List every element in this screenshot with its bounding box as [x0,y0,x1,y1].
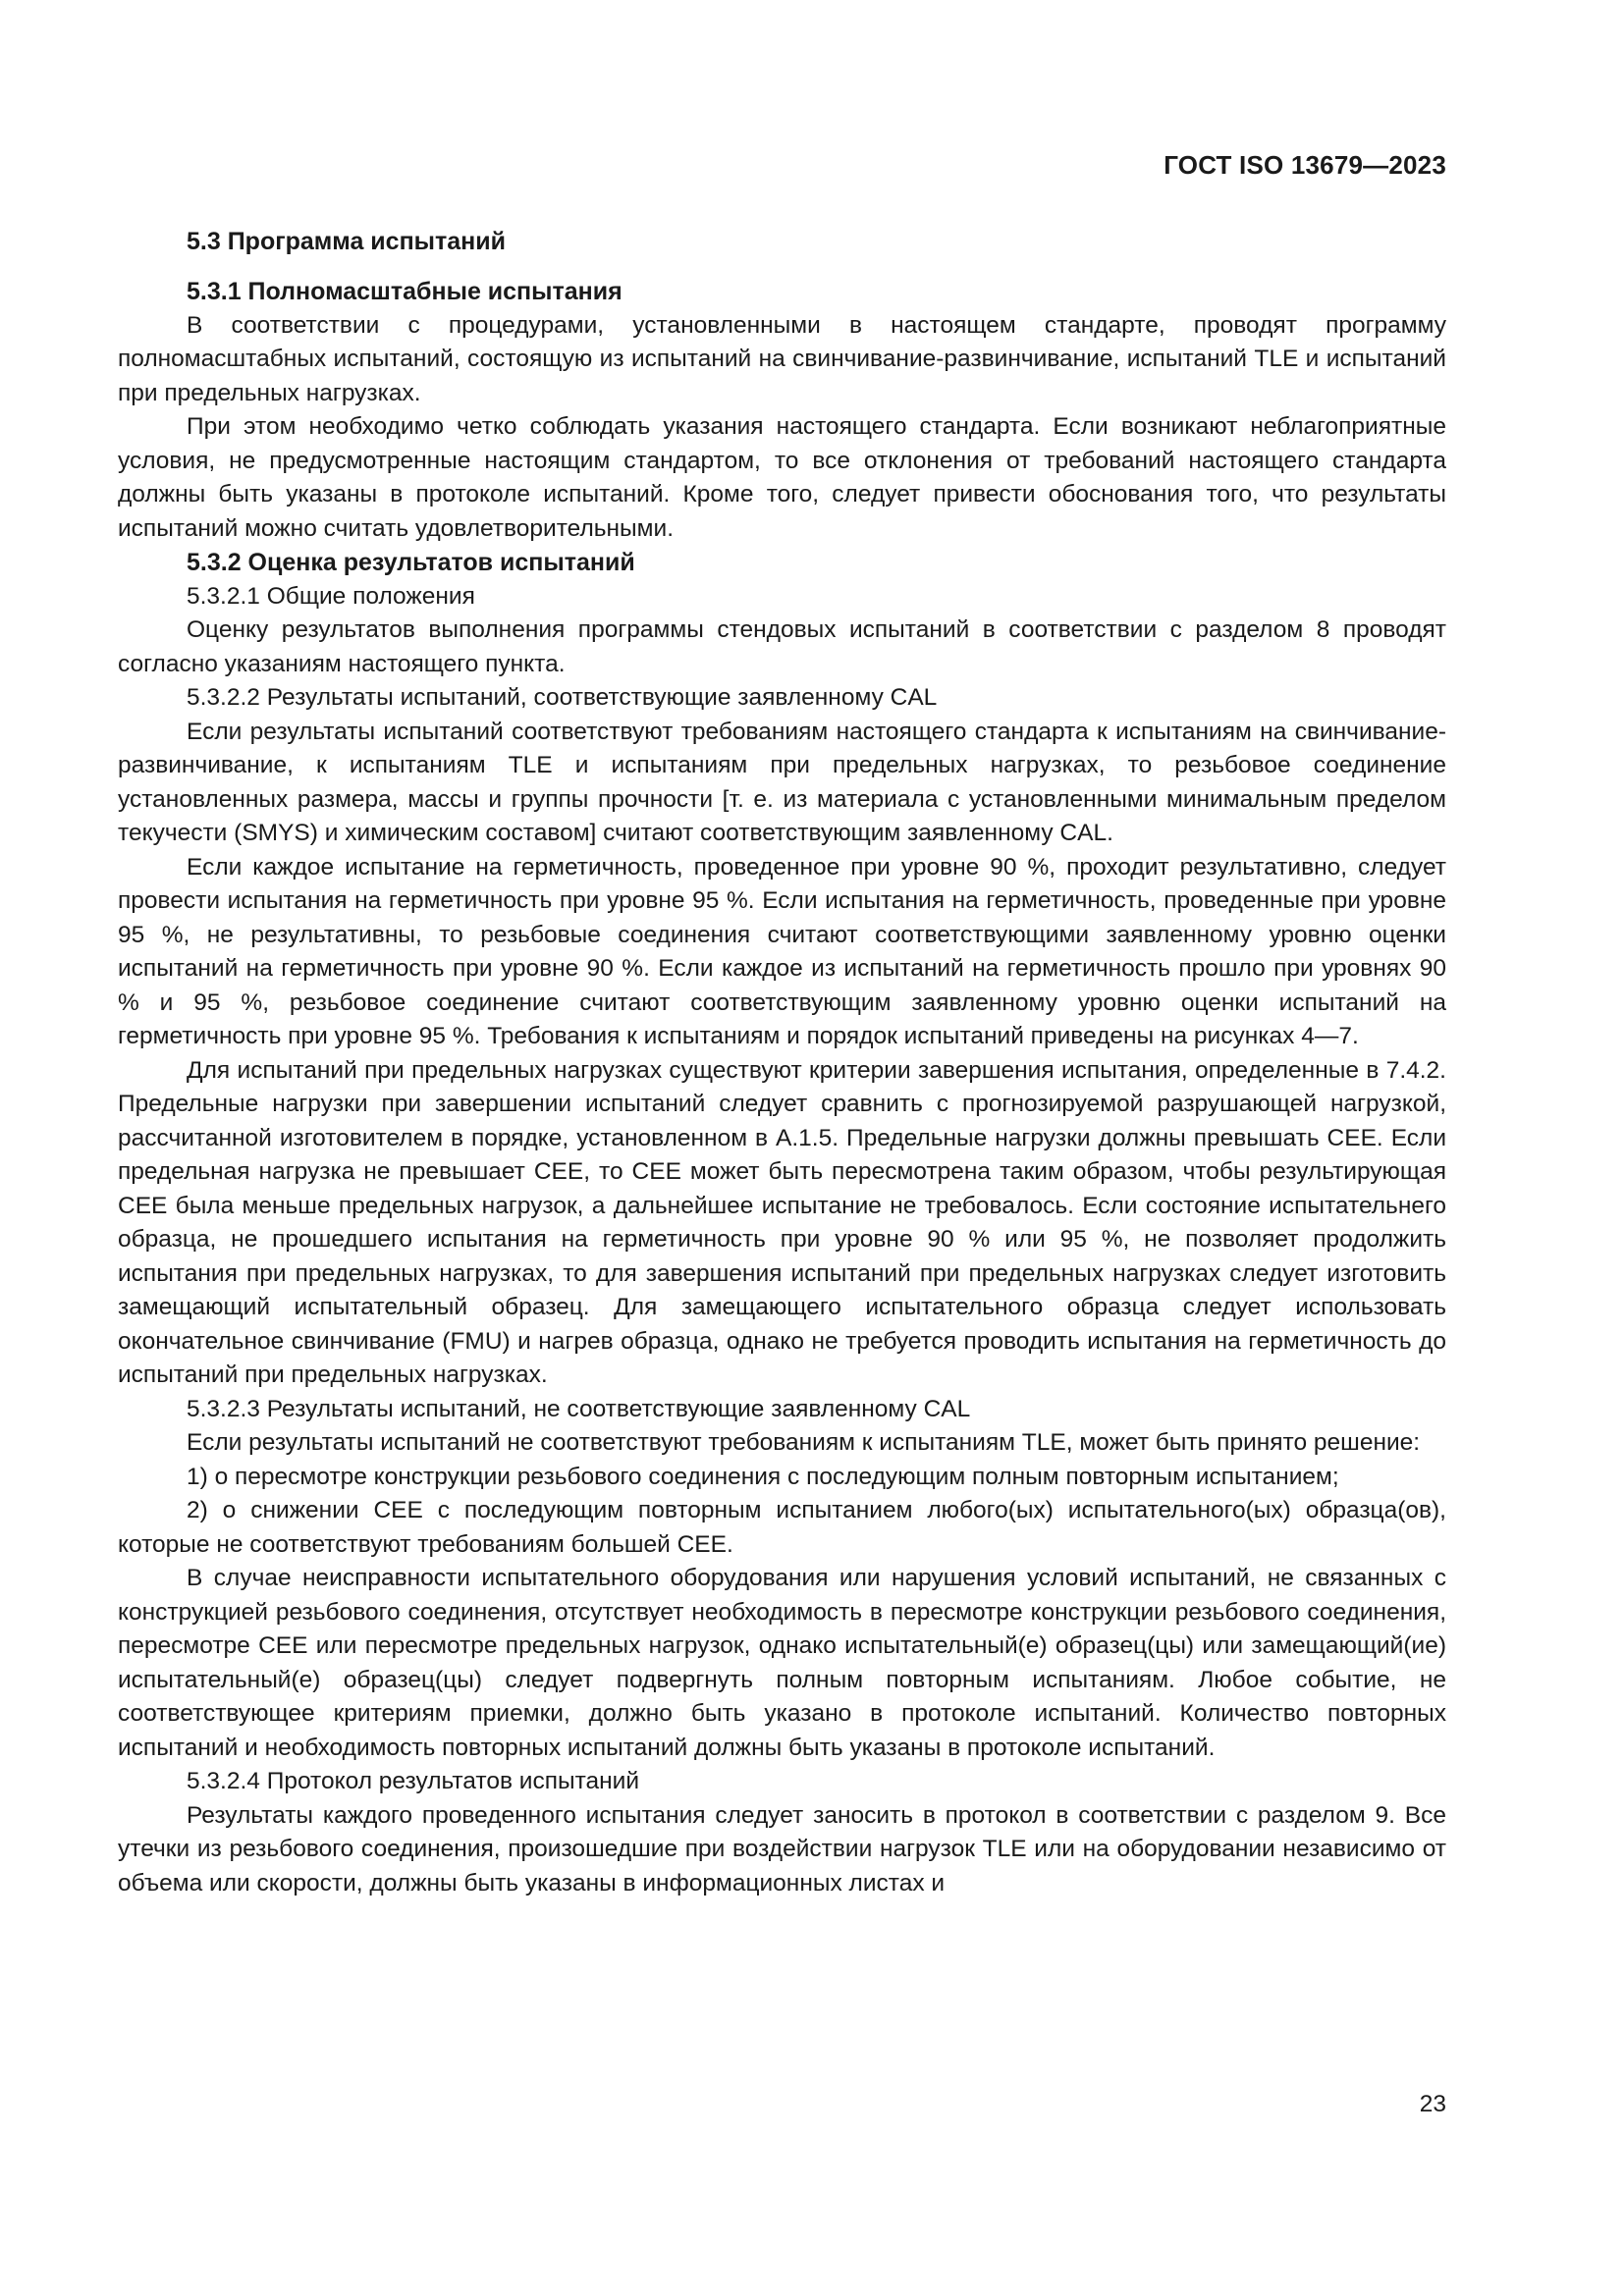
paragraph: В случае неисправности испытательного оборудования или нарушения условий испытаний, не связанных с конструкцией резьбового соединения, отсутствует необходимость в пересмотре конструкции резьбового соединения, пересмотре CEE или пересмотре предельных нагрузок, однако испытательный(е) образец(цы) или замещающий(ие) испытательный(е) образец(цы) следует подвергнуть полным повторным испытаниям. Любое событие, не соответствующее критериям приемки, должно быть указано в протоколе испытаний. Количество повторных испытаний и необходимость повторных испытаний должны быть указаны в протоколе испытаний. [118,1565,1446,1761]
list-item: 2) о снижении CEE с последующим повторным испытанием любого(ых) испытательного(ых) образца(ов), которые не соответствуют требованиям большей CEE. [118,1497,1446,1558]
clause-heading-5-3-2-2: 5.3.2.2 Результаты испытаний, соответствующие заявленному CAL [187,684,938,711]
subsection-heading-5-3-1: 5.3.1 Полномасштабные испытания [187,278,623,305]
paragraph: Если каждое испытание на герметичность, проведенное при уровне 90 %, проходит результативно, следует провести испытания на герметичность при уровне 95 %. Если испытания на герметичность, проведенные при уровне 95 %, не результативны, то резьбовые соединения считают соответствующими заявленному уровню оценки испытаний на герметичность при уровне 90 %. Если каждое из испытаний на герметичность прошло при уровнях 90 % и 95 %, резьбовое соединение считают соответствующим заявленному уровню оценки испытаний на герметичность при уровне 95 %. Требования к испытаниям и порядок испытаний приведены на рисунках 4—7. [118,853,1446,1049]
clause-heading-5-3-2-4: 5.3.2.4 Протокол результатов испытаний [187,1768,640,1794]
section-heading-5-3: 5.3 Программа испытаний [187,228,507,255]
clause-heading-5-3-2-3: 5.3.2.3 Результаты испытаний, не соответствующие заявленному CAL [187,1395,971,1422]
paragraph: При этом необходимо четко соблюдать указания настоящего стандарта. Если возникают неблагоприятные условия, не предусмотренные настоящим стандартом, то все отклонения от требований настоящего стандарта должны быть указаны в протоколе испытаний. Кроме того, следует привести обоснования того, что результаты испытаний можно считать удовлетворительными. [118,413,1446,542]
paragraph: Если результаты испытаний соответствуют требованиям настоящего стандарта к испытаниям на свинчивание-развинчивание, к испытаниям TLE и испытаниям при предельных нагрузках, то резьбовое соединение установленных размера, массы и группы прочности [т. е. из материала с установленными минимальным пределом текучести (SMYS) и химическим составом] считают соответствующим заявленному CAL. [118,718,1446,846]
document-body [118,226,1446,1900]
paragraph: В соответствии с процедурами, установленными в настоящем стандарте, проводят программу полномасштабных испытаний, состоящую из испытаний на свинчивание-развинчивание, испытаний TLE и испытаний при предельных нагрузках. [118,311,1446,406]
paragraph: Оценку результатов выполнения программы стендовых испытаний в соответствии с разделом 8 проводят согласно указаниям настоящего пункта. [118,616,1446,677]
paragraph: Если результаты испытаний не соответствуют требованиям к испытаниям TLE, может быть принято решение: [187,1429,1421,1456]
list-item: 1) о пересмотре конструкции резьбового соединения с последующим полным повторным испытанием; [187,1463,1339,1490]
paragraph: Результаты каждого проведенного испытания следует заносить в протокол в соответствии с разделом 9. Все утечки из резьбового соединения, произошедшие при воздействии нагрузок TLE или на оборудовании независимо от объема или скорости, должны быть указаны в информационных листах и [118,1801,1446,1896]
paragraph: Для испытаний при предельных нагрузках существуют критерии завершения испытания, определенные в 7.4.2. Предельные нагрузки при завершении испытаний следует сравнить с прогнозируемой разрушающей нагрузкой, рассчитанной изготовителем в порядке, установленном в А.1.5. Предельные нагрузки должны превышать CEE. Если предельная нагрузка не превышает CEE, то CEE может быть пересмотрена таким образом, чтобы результирующая CEE была меньше предельных нагрузок, а дальнейшее испытание не требовалось. Если состояние испытательнего образца, не прошедшего испытания на герметичность при уровне 90 % или 95 %, не позволяет продолжить испытания при предельных нагрузках, то для завершения испытаний при предельных нагрузках следует изготовить замещающий испытательный образец. Для замещающего испытательного образца следует использовать окончательное свинчивание (FMU) и нагрев образца, однако не требуется проводить испытания на герметичность до испытаний при предельных нагрузках. [118,1056,1446,1388]
page-number: 23 [1419,2091,1446,2117]
clause-heading-5-3-2-1: 5.3.2.1 Общие положения [187,582,475,610]
subsection-heading-5-3-2: 5.3.2 Оценка результатов испытаний [187,549,635,576]
document-standard-id: ГОСТ ISO 13679—2023 [1164,150,1446,180]
